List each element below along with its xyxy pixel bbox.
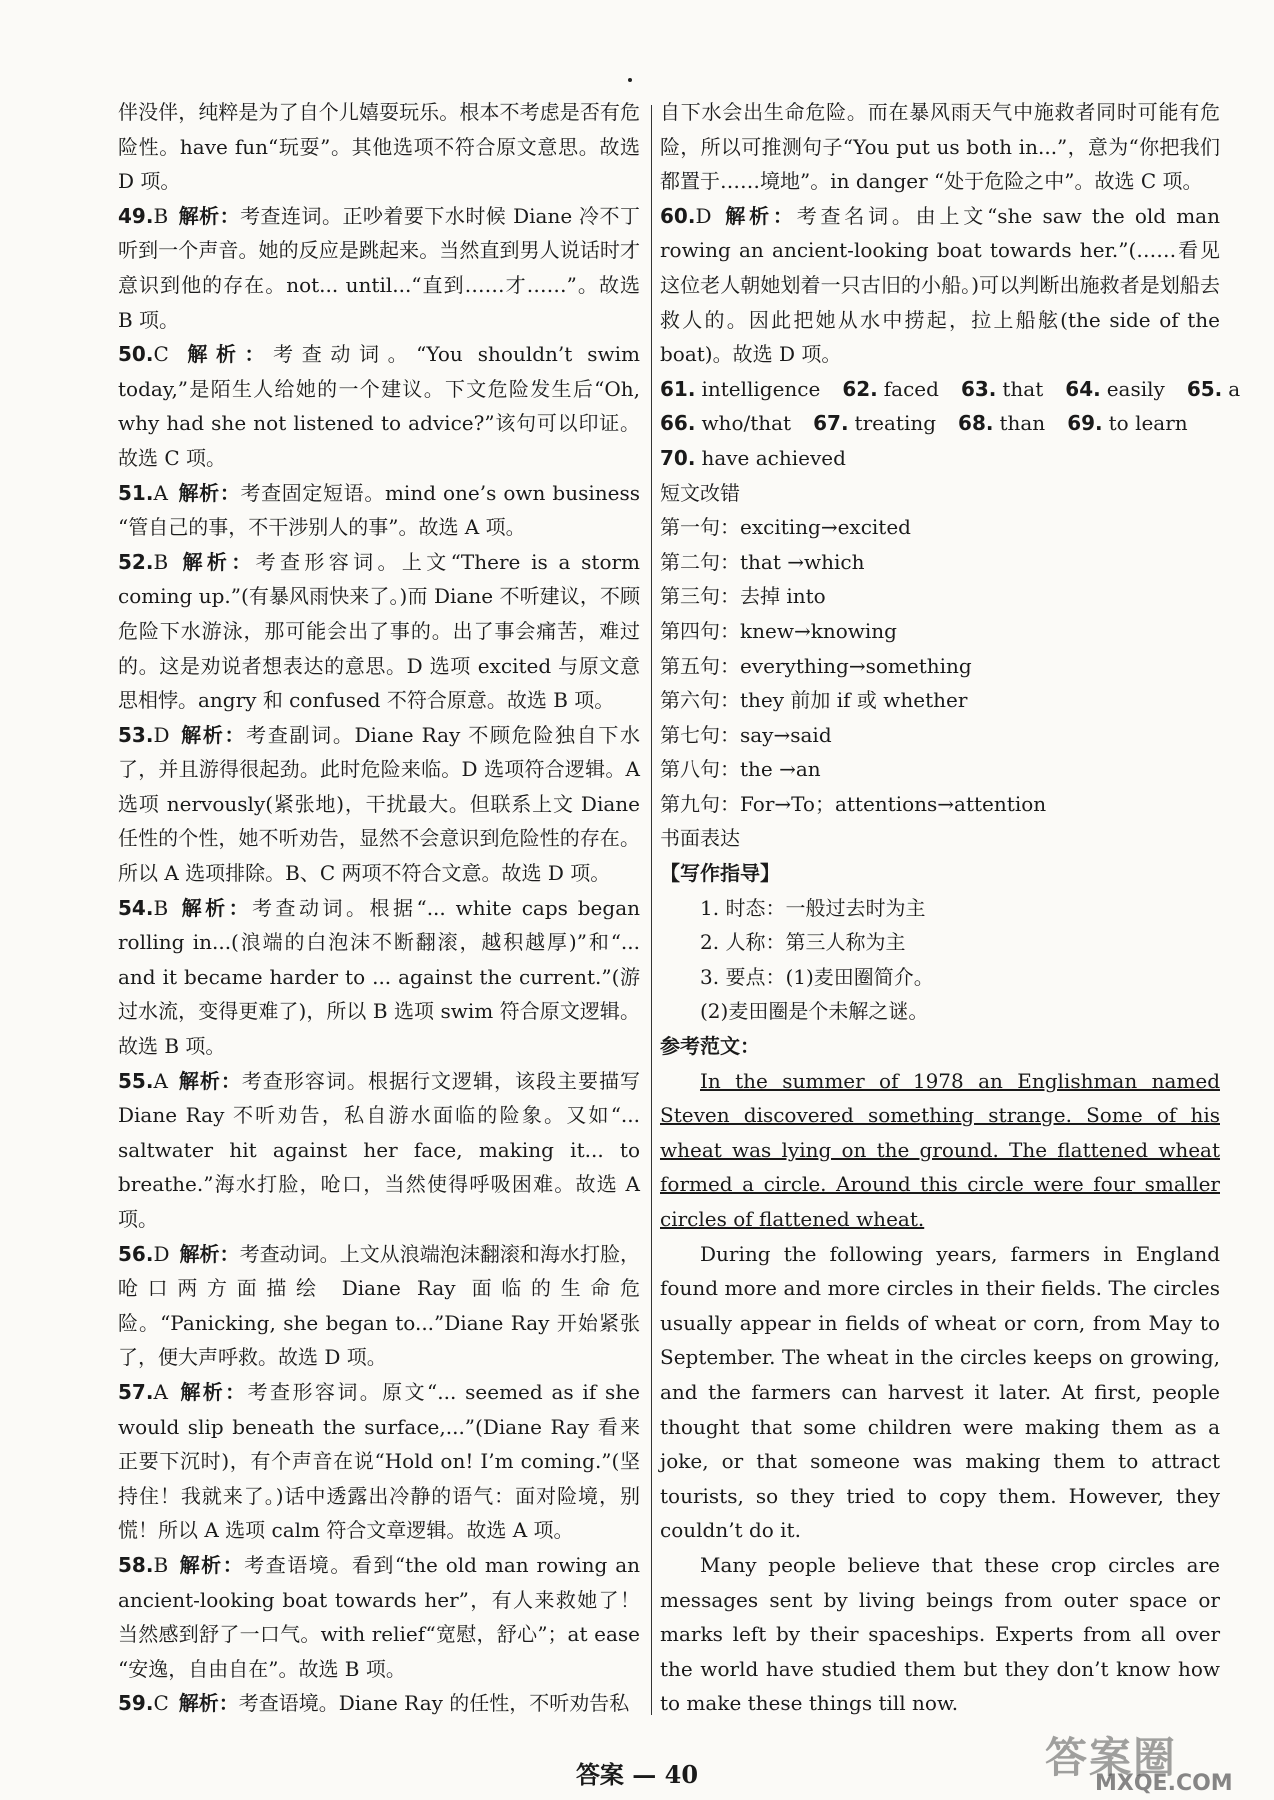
answer-item [118,1548,640,1686]
watermark-line2: MXQE.COM [1095,1771,1233,1796]
jiexi-label: 解析： [179,722,247,747]
correction-list [660,510,1220,821]
item-number: 50. [118,342,154,367]
item-answer: C [153,1691,169,1716]
jiexi-label: 解析： [177,1379,248,1404]
jiexi-label: 解析： [178,1691,239,1716]
item-answer: B [153,1552,169,1577]
answer-item-60 [660,199,1220,372]
item-number: 53. [118,722,154,747]
reference-title: 参考范文： [660,1034,760,1059]
jiexi-label: 解析： [178,342,274,367]
fill-number: 62. [842,376,878,401]
guide-item: 1. 时态：一般过去时为主 [700,895,926,920]
fill-answer [813,411,936,435]
item-answer: B [153,895,169,920]
item-number: 54. [118,895,154,920]
column-divider [651,105,652,1715]
answer-item [118,337,640,475]
correction-line: 第七句：say→said [660,722,832,747]
fill-number: 64. [1065,376,1101,401]
fill-value: treating [854,411,937,436]
fill-number: 70. [660,445,696,470]
answer-item [118,1237,640,1375]
fill-answer [958,411,1045,435]
item-text: 考查形容词。原文“... seemed as if she would slip beneath the surface,...”(Diane Ray 看来正要下沉时)，有个声音在说“Hold on! I’m coming.”(坚持住！我就来了。)话中透露出冷静的语气：面对险境，别慌！所以 A 选项 calm 符合文章逻辑。故选 A 项。 [118,1379,640,1543]
fill-number: 61. [660,376,696,401]
guide-item: 2. 人称：第三人称为主 [700,930,906,955]
item-number: 55. [118,1068,154,1093]
jiexi-label: 解析： [178,895,253,920]
item-text: 考查形容词。上文“There is a storm coming up.”(有暴风雨快来了。)而 Diane 不听建议，不顾危险下水游泳，那可能会出了事的。出了事会痛苦，难过的。这是劝说者想表达的意思。D 选项 excited 与原文意思相悖。angry 和 confused 不符合原意。故选 B 项。 [118,549,641,713]
correction-line: 第六句：they 前加 if 或 whether [660,688,968,713]
fill-number: 69. [1067,411,1103,436]
item-text: 考查名词。由上文“she saw the old man rowing an ancient-looking boat towards her.”(……看见这位老人朝她划着一只古旧的小船。)可以判断出施救者是划船去救人的。因此把她从水中捞起，拉上船舷(the side of the boat)。故选 D 项。 [660,203,1220,367]
fill-number: 65. [1186,376,1223,401]
fill-answers [660,372,1241,476]
item-answer: D [153,722,170,747]
correction-line: 第五句：everything→something [660,653,972,678]
item-number: 57. [118,1379,154,1404]
answer-item [118,476,640,545]
essay-paragraph-2: During the following years, farmers in England found more and more circles in their fields. The circles usually appear in fields of wheat or corn, from May to September. The wheat in the circles keeps on growing, and the farmers can harvest it later. At first, people thought that some children were making them as a joke, or that someone was making them to attract tourists, so they tried to copy them. However, they couldn’t do it. [660,1241,1220,1543]
jiexi-label: 解析： [178,549,256,574]
item-text: 考查语境。看到“the old man rowing an ancient-looking boat towards her”，有人来救她了！当然感到舒了一口气。with relief“宽慰，舒心”；at ease “安逸，自由自在”。故选 B 项。 [118,1552,640,1681]
item-text: 考查副词。Diane Ray 不顾危险独自下水了，并且游得很起劲。此时危险来临。D 选项符合逻辑。A 选项 nervously(紧张地)，干扰最大。但联系上文 Diane 任性的个性，她不听劝告，显然不会意识到危险性的存在。所以 A 选项排除。B、C 两项不符合文意。故选 D 项。 [118,722,641,886]
fill-number: 67. [813,411,849,436]
right-intro: 自下水会出生命危险。而在暴风雨天气中施救者同时可能有危险，所以可推测句子“You put us both in...”，意为“你把我们都置于……境地”。in danger “处于危险之中”。故选 C 项。 [660,100,1220,194]
essay-paragraph-1: In the summer of 1978 an Englishman named Steven discovered something strange. Some of his wheat was lying on the ground. The flattened wheat formed a circle. Around this circle were four smaller circles of flattened wheat. [660,1068,1220,1231]
right-column [660,95,1241,1721]
answer-item [118,891,640,1064]
item-text: 考查连词。正吵着要下水时候 Diane 冷不丁听到一个声音。她的反应是跳起来。当然直到男人说话时才意识到他的存在。not... until...“直到……才……”。故选 B 项。 [118,203,640,332]
correction-line: 第八句：the →an [660,757,821,782]
item-answer: D [153,1241,170,1266]
fill-row [660,441,1220,476]
correction-title: 短文改错 [660,480,740,505]
jiexi-label: 解析： [177,1068,242,1093]
guide-item: 3. 要点：(1)麦田圈简介。 [700,964,934,989]
jiexi-label: 解析： [179,1241,240,1266]
model-essay [660,1064,1220,1721]
answer-item [118,545,640,718]
fill-row [660,372,1241,407]
fill-answer [660,446,846,470]
item-text: 考查动词。根据“... white caps began rolling in...(浪端的白泡沫不断翻滚，越积越厚)”和“... and it became harder to ... against the current.”(游过水流，变得更难了)，所以 B 选项 swim 符合原文逻辑。故选 B 项。 [118,895,640,1059]
item-text: 考查动词。“You shouldn’t swim today,”是陌生人给她的一个建议。下文危险发生后“Oh, why had she not listened to advice?”该句可以印证。故选 C 项。 [118,342,640,470]
item-answer: C [153,342,169,367]
item-answer: B [153,549,169,574]
page-footer: 答案 — 40 [575,1760,699,1789]
fill-value: have achieved [701,445,846,470]
left-items [118,199,640,1721]
fill-value: easily [1106,376,1165,401]
item-answer: B [153,203,169,228]
item-text: 考查形容词。根据行文逻辑，该段主要描写 Diane Ray 不听劝告，私自游水面临的险象。又如“... saltwater hit against her face, making it... to breathe.”海水打脸，呛口，当然使得呼吸困难。故选 A 项。 [118,1068,641,1231]
item-text: 考查动词。上文从浪端泡沫翻滚和海水打脸，呛口两方面描绘 Diane Ray 面临的生命危险。“Panicking, she began to...”Diane Ray 开始紧张了，便大声呼救。故选 D 项。 [118,1241,641,1370]
correction-line: 第四句：knew→knowing [660,618,897,643]
fill-answer [1187,377,1240,401]
writing-title: 书面表达 [660,826,740,851]
watermark-logo [1045,1725,1255,1795]
item-text: 考查语境。Diane Ray 的任性，不听劝告私 [238,1691,630,1716]
fill-number: 68. [958,411,994,436]
item-text: 考查固定短语。mind one’s own business “管自己的事，不干涉别人的事”。故选 A 项。 [118,480,641,540]
fill-row [660,406,1220,441]
fill-value: that [1002,376,1044,401]
answer-item [118,1686,640,1721]
item-number: 60. [660,203,696,228]
jiexi-label: 解析： [178,203,241,228]
fill-number: 63. [960,376,997,401]
answer-item [118,1064,640,1237]
fill-answer [1067,411,1187,435]
item-number: 56. [118,1241,154,1266]
fill-value: faced [883,376,939,401]
correction-line: 第二句：that →which [660,549,865,574]
item-number: 58. [118,1552,154,1577]
left-column [118,95,640,1721]
fill-value: than [999,411,1046,436]
fill-value: who/that [701,411,792,436]
item-number: 52. [118,549,154,574]
jiexi-label: 解析： [721,203,797,228]
essay-paragraph-3: Many people believe that these crop circles are messages sent by living beings from outer space or marks left by their spaceships. Experts from all over the world have studied them but they don’t know how to make these things till now. [660,1552,1220,1716]
jiexi-label: 解析： [178,1552,245,1577]
fill-value: to learn [1108,411,1188,436]
correction-line: 第一句：exciting→excited [660,515,911,540]
fill-answer [961,377,1043,401]
fill-answer [660,411,791,435]
fill-value: intelligence [701,376,821,401]
item-answer: A [153,480,168,505]
item-answer: D [695,203,712,228]
guide-list [660,891,1220,1029]
fill-number: 66. [660,411,696,436]
item-number: 51. [118,480,154,505]
answer-item [118,1375,640,1548]
top-dot [628,78,632,82]
item-answer: A [153,1379,168,1404]
answer-item [118,718,640,891]
jiexi-label: 解析： [177,480,241,505]
fill-answer [660,377,820,401]
item-number: 49. [118,203,154,228]
item-answer: A [153,1068,168,1093]
watermark-line1: 答案圈 [1045,1733,1178,1782]
item-number: 59. [118,1691,154,1716]
fill-answer [842,377,939,401]
guide-item: (2)麦田圈是个未解之谜。 [700,999,929,1024]
correction-line: 第九句：For→To；attentions→attention [660,791,1047,816]
left-intro: 伴没伴，纯粹是为了自个儿嬉耍玩乐。根本不考虑是否有危险性。have fun“玩耍”。其他选项不符合原文意思。故选 D 项。 [118,100,640,194]
guide-title: 【写作指导】 [660,861,780,886]
fill-answer [1065,377,1165,401]
fill-value: a [1228,376,1241,401]
answer-item [118,199,640,337]
correction-line: 第三句：去掉 into [660,584,826,609]
